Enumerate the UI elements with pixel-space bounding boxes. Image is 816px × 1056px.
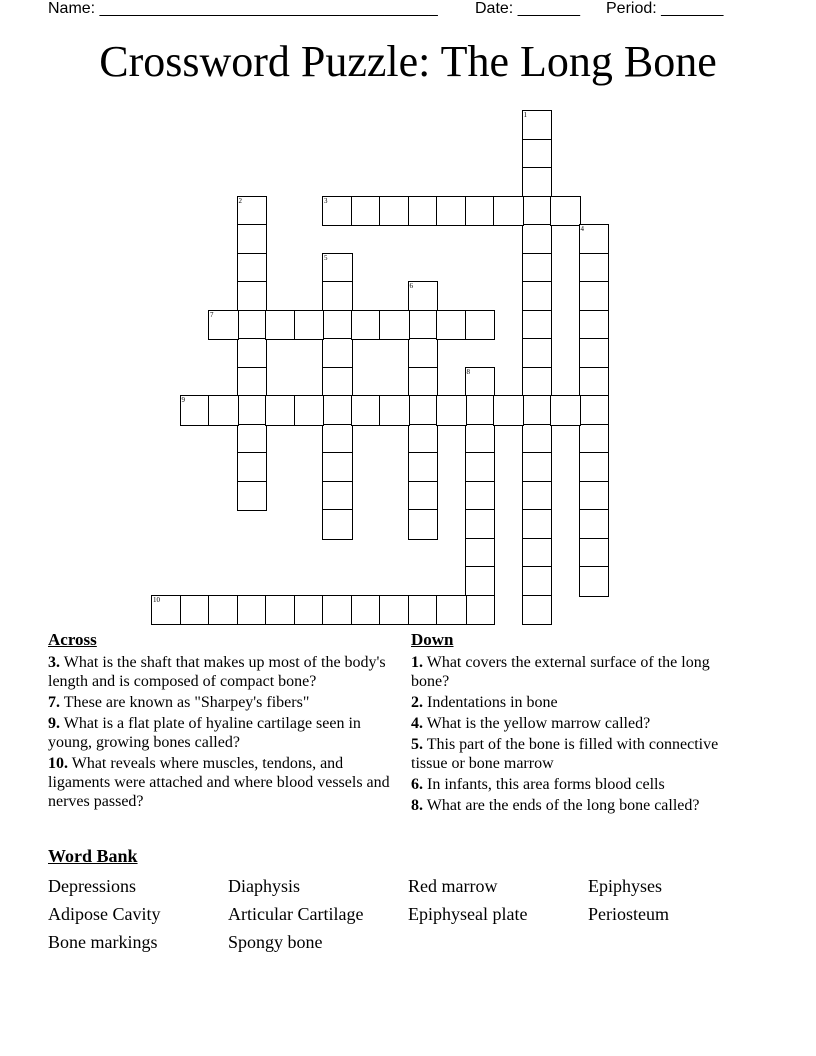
name-field-label: Name: ______________________________________ xyxy=(48,0,438,17)
word-bank-item: Diaphysis xyxy=(228,876,300,896)
grid-cell[interactable] xyxy=(180,395,211,426)
grid-cell[interactable] xyxy=(579,310,610,341)
grid-cell[interactable] xyxy=(294,395,325,426)
down-clue-6: 6. In infants, this area forms blood cells xyxy=(411,776,665,793)
grid-cell[interactable] xyxy=(408,595,439,626)
grid-cell[interactable] xyxy=(465,196,496,227)
grid-cell[interactable] xyxy=(522,139,553,170)
grid-cell[interactable] xyxy=(465,538,496,569)
grid-cell[interactable] xyxy=(579,452,610,483)
grid-cell[interactable] xyxy=(493,395,524,426)
grid-cell[interactable] xyxy=(351,595,382,626)
grid-cell[interactable] xyxy=(351,196,382,227)
clue-number: 3 xyxy=(324,196,328,205)
grid-cell[interactable] xyxy=(265,395,296,426)
down-heading: Down xyxy=(411,630,454,649)
grid-cell[interactable] xyxy=(237,481,268,512)
clue-number: 1 xyxy=(523,111,527,119)
across-clue-7: 7. These are known as "Sharpey's fibers" xyxy=(48,694,310,711)
clue-number: 9 xyxy=(181,396,185,404)
grid-cell[interactable] xyxy=(465,310,496,341)
grid-cell[interactable] xyxy=(322,395,353,426)
grid-cell[interactable] xyxy=(522,253,553,284)
grid-cell[interactable] xyxy=(294,595,325,626)
grid-cell[interactable] xyxy=(408,338,439,369)
grid-cell[interactable] xyxy=(465,395,496,426)
grid-cell[interactable] xyxy=(265,595,296,626)
grid-cell[interactable] xyxy=(465,481,496,512)
grid-cell[interactable] xyxy=(522,196,553,227)
word-bank-item: Red marrow xyxy=(408,876,498,896)
grid-cell[interactable] xyxy=(465,566,496,597)
grid-cell[interactable] xyxy=(351,395,382,426)
across-clues xyxy=(48,630,400,813)
grid-cell[interactable] xyxy=(522,452,553,483)
grid-cell[interactable] xyxy=(579,253,610,284)
word-bank-item: Articular Cartilage xyxy=(228,904,364,924)
grid-cell[interactable] xyxy=(379,310,410,341)
grid-cell[interactable] xyxy=(408,310,439,341)
grid-cell[interactable] xyxy=(522,310,553,341)
grid-cell[interactable] xyxy=(322,310,353,341)
grid-cell[interactable] xyxy=(579,538,610,569)
grid-cell[interactable] xyxy=(436,310,467,341)
down-clues xyxy=(411,630,741,817)
word-bank-item: Adipose Cavity xyxy=(48,904,161,924)
grid-cell[interactable] xyxy=(522,338,553,369)
clue-number: 7 xyxy=(210,310,214,319)
grid-cell[interactable] xyxy=(322,424,353,455)
word-bank-item: Depressions xyxy=(48,876,136,896)
grid-cell[interactable] xyxy=(522,281,553,312)
grid-cell[interactable] xyxy=(579,281,610,312)
grid-cell[interactable] xyxy=(208,595,239,626)
grid-cell[interactable] xyxy=(237,424,268,455)
grid-cell[interactable] xyxy=(151,595,182,626)
grid-cell[interactable] xyxy=(322,452,353,483)
grid-cell[interactable] xyxy=(579,224,610,255)
period-field-label: Period: _______ xyxy=(606,0,724,17)
date-field-label: Date: _______ xyxy=(475,0,580,17)
grid-cell[interactable] xyxy=(237,253,268,284)
grid-cell[interactable] xyxy=(408,367,439,398)
grid-cell[interactable] xyxy=(522,424,553,455)
grid-cell[interactable] xyxy=(322,509,353,540)
grid-cell[interactable] xyxy=(522,566,553,597)
down-clue-5: 5. This part of the bone is filled with connective tissue or bone marrow xyxy=(411,736,719,772)
word-bank-item: Periosteum xyxy=(588,904,669,924)
clue-number: 10 xyxy=(153,595,160,604)
grid-cell[interactable] xyxy=(237,395,268,426)
grid-cell[interactable] xyxy=(579,566,610,597)
grid-cell[interactable] xyxy=(408,424,439,455)
grid-cell[interactable] xyxy=(522,395,553,426)
grid-cell[interactable] xyxy=(436,395,467,426)
grid-cell[interactable] xyxy=(265,310,296,341)
down-clue-2: 2. Indentations in bone xyxy=(411,694,558,711)
grid-cell[interactable] xyxy=(579,424,610,455)
grid-cell[interactable] xyxy=(550,196,581,227)
grid-cell[interactable] xyxy=(579,338,610,369)
clue-number: 5 xyxy=(324,253,328,262)
grid-cell[interactable] xyxy=(237,452,268,483)
grid-cell[interactable] xyxy=(294,310,325,341)
grid-cell[interactable] xyxy=(436,196,467,227)
clue-number: 6 xyxy=(409,282,413,290)
grid-cell[interactable] xyxy=(237,224,268,255)
grid-cell[interactable] xyxy=(522,224,553,255)
grid-cell[interactable] xyxy=(322,595,353,626)
grid-cell[interactable] xyxy=(465,367,496,398)
grid-cell[interactable] xyxy=(379,395,410,426)
grid-cell[interactable] xyxy=(579,395,610,426)
grid-cell[interactable] xyxy=(408,281,439,312)
grid-cell[interactable] xyxy=(522,367,553,398)
grid-cell[interactable] xyxy=(379,595,410,626)
grid-cell[interactable] xyxy=(180,595,211,626)
word-bank-item: Spongy bone xyxy=(228,932,323,952)
grid-cell[interactable] xyxy=(208,310,239,341)
grid-cell[interactable] xyxy=(237,281,268,312)
grid-cell[interactable] xyxy=(465,509,496,540)
clue-number: 4 xyxy=(580,225,584,233)
grid-cell[interactable] xyxy=(408,509,439,540)
grid-cell[interactable] xyxy=(322,367,353,398)
grid-cell[interactable] xyxy=(237,196,268,227)
down-clue-1: 1. What covers the external surface of the long bone? xyxy=(411,654,710,690)
across-clue-10: 10. What reveals where muscles, tendons, and ligaments were attached and where blood vessels and nerves passed? xyxy=(48,755,390,810)
grid-cell[interactable] xyxy=(322,481,353,512)
grid-cell[interactable] xyxy=(522,167,553,198)
clue-number: 8 xyxy=(466,367,470,376)
grid-cell[interactable] xyxy=(579,509,610,540)
grid-cell[interactable] xyxy=(408,481,439,512)
grid-cell[interactable] xyxy=(522,538,553,569)
grid-cell[interactable] xyxy=(465,452,496,483)
grid-cell[interactable] xyxy=(408,196,439,227)
grid-cell[interactable] xyxy=(465,424,496,455)
grid-cell[interactable] xyxy=(408,395,439,426)
grid-cell[interactable] xyxy=(322,281,353,312)
word-bank-title: Word Bank xyxy=(48,846,138,866)
grid-cell[interactable] xyxy=(550,395,581,426)
grid-cell[interactable] xyxy=(237,367,268,398)
grid-cell[interactable] xyxy=(322,338,353,369)
grid-cell[interactable] xyxy=(436,595,467,626)
grid-cell[interactable] xyxy=(579,481,610,512)
word-bank-item: Epiphyseal plate xyxy=(408,904,528,924)
word-bank-item: Bone markings xyxy=(48,932,158,952)
grid-cell[interactable] xyxy=(379,196,410,227)
grid-cell[interactable] xyxy=(522,110,553,141)
grid-cell[interactable] xyxy=(351,310,382,341)
across-heading: Across xyxy=(48,630,97,649)
grid-cell[interactable] xyxy=(237,595,268,626)
grid-cell[interactable] xyxy=(208,395,239,426)
word-bank-item: Epiphyses xyxy=(588,876,662,896)
down-clue-8: 8. What are the ends of the long bone called? xyxy=(411,797,700,814)
clue-number: 2 xyxy=(238,196,242,205)
grid-cell[interactable] xyxy=(522,509,553,540)
puzzle-title: Crossword Puzzle: The Long Bone xyxy=(99,37,717,86)
grid-cell[interactable] xyxy=(522,595,553,626)
across-clue-9: 9. What is a flat plate of hyaline cartilage seen in young, growing bones called? xyxy=(48,715,361,751)
across-clue-3: 3. What is the shaft that makes up most of the body's length and is composed of compact bone? xyxy=(48,654,386,690)
grid-cell[interactable] xyxy=(465,595,496,626)
down-clue-4: 4. What is the yellow marrow called? xyxy=(411,715,651,732)
grid-cell[interactable] xyxy=(237,338,268,369)
grid-cell[interactable] xyxy=(237,310,268,341)
grid-cell[interactable] xyxy=(522,481,553,512)
grid-cell[interactable] xyxy=(493,196,524,227)
grid-cell[interactable] xyxy=(322,196,353,227)
grid-cell[interactable] xyxy=(322,253,353,284)
grid-cell[interactable] xyxy=(579,367,610,398)
grid-cell[interactable] xyxy=(408,452,439,483)
